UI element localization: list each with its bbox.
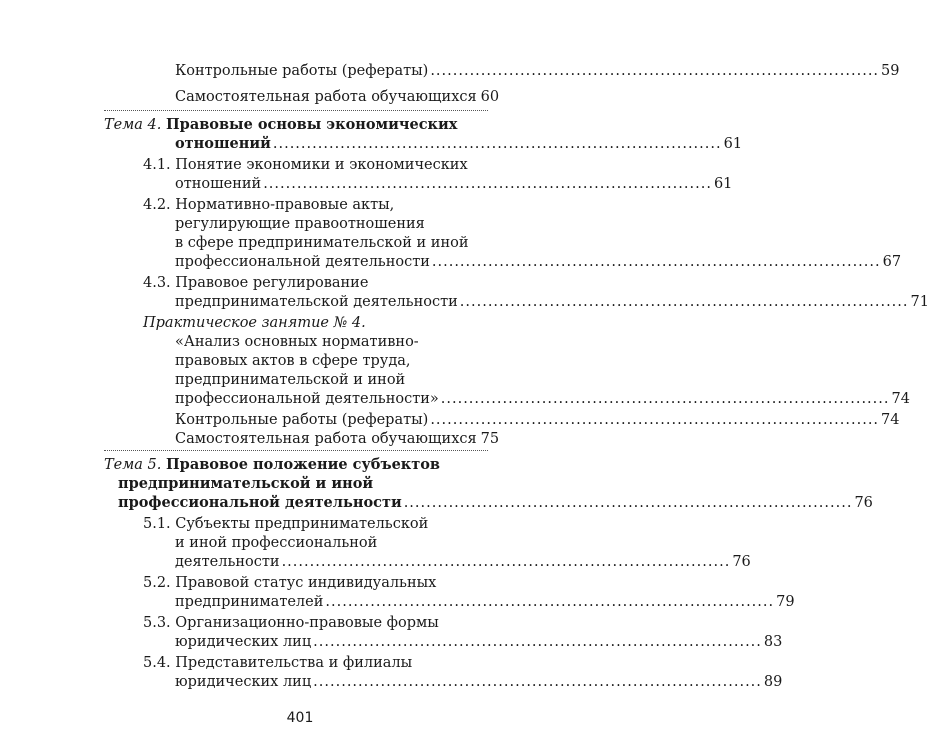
section-divider bbox=[104, 110, 488, 112]
toc-theme-heading bbox=[104, 116, 457, 134]
toc-entry bbox=[175, 135, 743, 153]
toc-page: 74 bbox=[881, 412, 900, 428]
leader-dots: ................................................................................ bbox=[440, 391, 890, 407]
toc-section bbox=[143, 654, 412, 672]
practical-title-cont: профессиональной деятельности» bbox=[175, 391, 439, 407]
section-number: 4.2. bbox=[143, 197, 171, 213]
section-title: Нормативно-правовые акты, bbox=[175, 197, 395, 213]
section-title-cont: в сфере предпринимательской и иной bbox=[175, 235, 469, 251]
section-title: Представительства и филиалы bbox=[175, 655, 413, 671]
section-title: Правовое регулирование bbox=[175, 275, 369, 291]
theme-title: Правовое положение субъектов bbox=[165, 456, 440, 473]
toc-entry bbox=[175, 411, 900, 429]
theme-title: Правовые основы экономических bbox=[165, 116, 458, 133]
section-title-cont: регулирующие правоотношения bbox=[175, 216, 425, 232]
toc-page: 89 bbox=[763, 674, 783, 690]
theme-label: Тема 4. bbox=[104, 117, 162, 133]
toc-entry bbox=[175, 633, 783, 651]
toc-entry bbox=[118, 494, 873, 512]
section-divider bbox=[104, 450, 488, 452]
section-number: 5.3. bbox=[143, 615, 171, 631]
toc-entry bbox=[175, 593, 795, 611]
section-number: 5.1. bbox=[143, 516, 171, 532]
leader-dots: ................................................................................ bbox=[263, 176, 712, 192]
theme-label: Тема 5. bbox=[104, 457, 162, 473]
toc-section bbox=[143, 515, 428, 533]
theme-title-cont: профессиональной деятельности bbox=[118, 494, 402, 511]
section-title-cont: профессиональной деятельности bbox=[175, 254, 430, 270]
toc-page: 59 bbox=[881, 63, 900, 79]
toc-page: 74 bbox=[891, 391, 910, 407]
section-number: 5.4. bbox=[143, 655, 171, 671]
leader-dots: ................................................................................ bbox=[430, 412, 880, 428]
section-title-cont: предпринимателей bbox=[175, 594, 324, 610]
toc-entry bbox=[175, 430, 500, 448]
toc-entry bbox=[175, 673, 783, 691]
leader-dots: ................................................................................ bbox=[313, 634, 762, 650]
toc-page: 67 bbox=[882, 254, 902, 270]
section-title-cont: отношений bbox=[175, 176, 262, 192]
toc-entry-text: Самостоятельная работа обучающихся bbox=[175, 89, 477, 105]
section-title-cont: юридических лиц bbox=[175, 674, 312, 690]
leader-dots: ................................................................................ bbox=[313, 674, 762, 690]
section-title: Правовой статус индивидуальных bbox=[175, 575, 437, 591]
theme-title-cont: отношений bbox=[175, 135, 271, 152]
section-title-cont: и иной профессиональной bbox=[175, 535, 378, 551]
page-number: 401 bbox=[286, 710, 314, 726]
toc-page: 61 bbox=[713, 176, 733, 192]
toc-page: 79 bbox=[776, 594, 795, 610]
section-title: Субъекты предпринимательской bbox=[175, 516, 429, 532]
toc-entry-text: Контрольные работы (рефераты) bbox=[175, 63, 429, 79]
theme-title-cont: предпринимательской и иной bbox=[118, 475, 374, 492]
toc-entry-text: Контрольные работы (рефераты) bbox=[175, 412, 429, 428]
toc-entry bbox=[175, 88, 500, 106]
toc-section bbox=[143, 274, 368, 292]
toc-page: 83 bbox=[763, 634, 783, 650]
toc-page: 60 bbox=[480, 89, 500, 105]
practical-title-cont: правовых актов в сфере труда, bbox=[175, 353, 411, 369]
toc-entry-text: Самостоятельная работа обучающихся bbox=[175, 431, 477, 447]
toc-entry bbox=[175, 62, 900, 80]
toc-section bbox=[143, 156, 468, 174]
toc-entry bbox=[175, 390, 910, 408]
toc-page: 61 bbox=[723, 136, 743, 152]
toc-section bbox=[143, 614, 439, 632]
toc-section bbox=[143, 196, 394, 214]
leader-dots: ................................................................................ bbox=[431, 254, 881, 270]
leader-dots: ................................................................................ bbox=[459, 294, 909, 310]
toc-page: 75 bbox=[480, 431, 500, 447]
toc-section bbox=[143, 574, 436, 592]
section-title-cont: юридических лиц bbox=[175, 634, 312, 650]
toc-page: 76 bbox=[854, 495, 873, 511]
toc-theme-heading bbox=[104, 456, 440, 474]
leader-dots: ................................................................................ bbox=[325, 594, 775, 610]
toc-entry bbox=[175, 293, 929, 311]
section-title: Понятие экономики и экономических bbox=[175, 157, 468, 173]
section-number: 5.2. bbox=[143, 575, 171, 591]
leader-dots: ................................................................................ bbox=[272, 136, 722, 152]
practical-label: Практическое занятие № 4. bbox=[143, 315, 366, 331]
toc-page: 76 bbox=[732, 554, 751, 570]
section-number: 4.1. bbox=[143, 157, 171, 173]
leader-dots: ................................................................................ bbox=[403, 495, 853, 511]
leader-dots: ................................................................................ bbox=[430, 63, 880, 79]
toc-entry bbox=[175, 253, 902, 271]
practical-title-cont: предпринимательской и иной bbox=[175, 372, 406, 388]
toc-entry bbox=[175, 175, 733, 193]
section-title-cont: деятельности bbox=[175, 554, 280, 570]
toc-entry bbox=[175, 553, 751, 571]
leader-dots: ................................................................................ bbox=[281, 554, 731, 570]
practical-title: «Анализ основных нормативно- bbox=[175, 334, 419, 350]
section-title: Организационно-правовые формы bbox=[175, 615, 439, 631]
toc-page: 71 bbox=[910, 294, 929, 310]
section-title-cont: предпринимательской деятельности bbox=[175, 294, 458, 310]
section-number: 4.3. bbox=[143, 275, 171, 291]
